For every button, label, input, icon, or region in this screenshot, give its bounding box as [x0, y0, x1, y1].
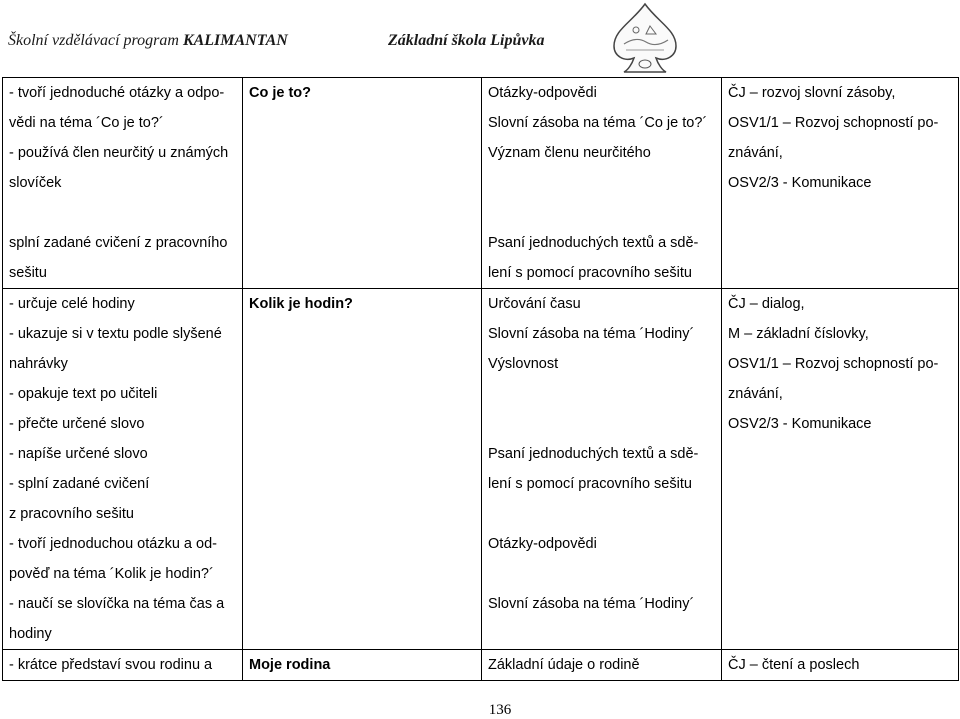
- content-line: Výslovnost: [488, 356, 559, 372]
- content-line: Význam členu neurčitého: [488, 145, 651, 161]
- topic-title: Co je to?: [249, 85, 312, 101]
- content-line: [488, 559, 715, 589]
- outcome-line: - opakuje text po učiteli: [9, 386, 158, 402]
- content-cell: [482, 228, 722, 289]
- outcome-line: hodiny: [9, 626, 52, 642]
- outcome-line: splní zadané cvičení z pracovního: [9, 235, 228, 251]
- crosscurricular-line: znávání,: [728, 386, 783, 402]
- table-row: [3, 78, 959, 229]
- content-line: Otázky-odpovědi: [488, 85, 597, 101]
- topic-cell: [243, 289, 482, 650]
- school-name: Základní škola Lipůvka: [388, 32, 545, 49]
- content-line: lení s pomocí pracovního sešitu: [488, 265, 692, 281]
- outcome-line: - krátce představí svou rodinu a: [9, 657, 213, 673]
- content-line: [488, 379, 715, 409]
- outcome-line: vědi na téma ´Co je to?´: [9, 115, 164, 131]
- outcome-line: pověď na téma ´Kolik je hodin?´: [9, 566, 214, 582]
- school-logo-icon: [606, 0, 684, 76]
- outcome-line: - přečte určené slovo: [9, 416, 145, 432]
- content-cell: [482, 78, 722, 229]
- crosscurricular-cell: [722, 78, 959, 289]
- page-number: 136: [488, 702, 512, 718]
- curriculum-table: [2, 77, 959, 681]
- program-title: [8, 32, 288, 50]
- content-line: Psaní jednoduchých textů a sdě-: [488, 235, 699, 251]
- outcome-line: sešitu: [9, 265, 47, 281]
- content-cell: [482, 650, 722, 681]
- content-line: Slovní zásoba na téma ´Hodiny´: [488, 326, 695, 342]
- table-row: [3, 289, 959, 650]
- crosscurricular-line: ČJ – čtení a poslech: [728, 657, 860, 673]
- outcome-line: - splní zadané cvičení: [9, 476, 150, 492]
- outcome-line: - tvoří jednoduché otázky a odpo-: [9, 85, 225, 101]
- outcome-line: [9, 198, 236, 228]
- crosscurricular-cell: [722, 650, 959, 681]
- content-line: Základní údaje o rodině: [488, 657, 640, 673]
- content-line: Slovní zásoba na téma ´Co je to?´: [488, 115, 708, 131]
- topic-title: Kolik je hodin?: [249, 296, 353, 312]
- crosscurricular-line: znávání,: [728, 145, 783, 161]
- crosscurricular-line: OSV1/1 – Rozvoj schopností po-: [728, 356, 939, 372]
- outcome-line: z pracovního sešitu: [9, 506, 134, 522]
- content-line: Určování času: [488, 296, 581, 312]
- crosscurricular-line: ČJ – dialog,: [728, 296, 805, 312]
- content-line: Slovní zásoba na téma ´Hodiny´: [488, 596, 695, 612]
- crosscurricular-line: OSV2/3 - Komunikace: [728, 416, 872, 432]
- page-header: [0, 0, 960, 80]
- crosscurricular-line: OSV2/3 - Komunikace: [728, 175, 872, 191]
- outcomes-cell: [3, 289, 243, 650]
- program-prefix: Školní vzdělávací program: [8, 32, 179, 49]
- outcome-line: - určuje celé hodiny: [9, 296, 135, 312]
- outcome-line: - používá člen neurčitý u známých: [9, 145, 229, 161]
- topic-title: Moje rodina: [249, 657, 331, 673]
- crosscurricular-line: ČJ – rozvoj slovní zásoby,: [728, 85, 896, 101]
- topic-cell: [243, 78, 482, 289]
- outcome-line: - ukazuje si v textu podle slyšené: [9, 326, 222, 342]
- outcomes-cell: [3, 650, 243, 681]
- content-line: [488, 499, 715, 529]
- outcome-line: nahrávky: [9, 356, 68, 372]
- outcome-line: - tvoří jednoduchou otázku a od-: [9, 536, 217, 552]
- outcome-line: slovíček: [9, 175, 62, 191]
- crosscurricular-cell: [722, 289, 959, 650]
- topic-cell: [243, 650, 482, 681]
- outcome-line: - naučí se slovíčka na téma čas a: [9, 596, 225, 612]
- content-line: Psaní jednoduchých textů a sdě-: [488, 446, 699, 462]
- outcome-line: - napíše určené slovo: [9, 446, 148, 462]
- content-line: Otázky-odpovědi: [488, 536, 597, 552]
- crosscurricular-line: OSV1/1 – Rozvoj schopností po-: [728, 115, 939, 131]
- content-line: [488, 409, 715, 439]
- outcomes-cell: [3, 78, 243, 229]
- outcomes-cell: [3, 228, 243, 289]
- content-line: lení s pomocí pracovního sešitu: [488, 476, 692, 492]
- content-cell: [482, 289, 722, 650]
- table-row: [3, 650, 959, 681]
- crosscurricular-line: M – základní číslovky,: [728, 326, 869, 342]
- program-name: KALIMANTAN: [182, 32, 288, 49]
